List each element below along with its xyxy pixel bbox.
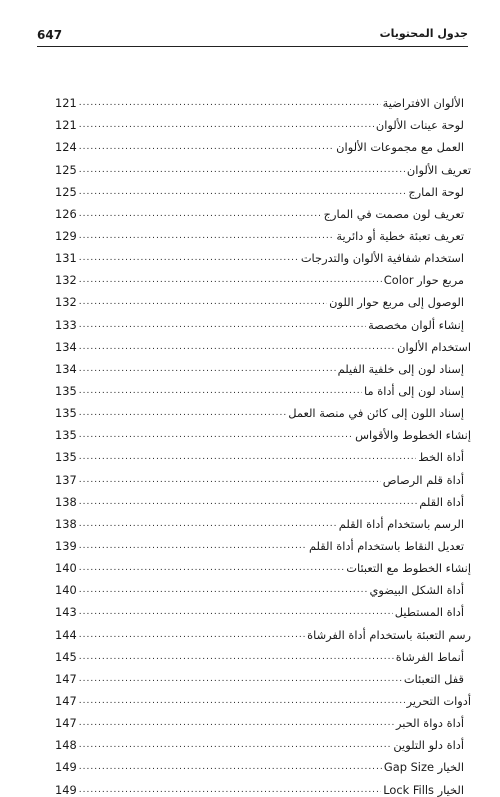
toc-entry (55, 265, 471, 287)
toc-entry-page: 149 (55, 782, 77, 797)
dot-leader (79, 387, 362, 396)
dot-leader (79, 608, 393, 617)
toc-entry-page: 131 (55, 251, 77, 266)
dot-leader (79, 631, 305, 640)
toc-entry-title: أداة القلم (419, 494, 464, 509)
toc-entry-title: أداة المستطيل (394, 605, 464, 620)
toc-entry-page: 135 (55, 383, 77, 398)
toc-entry (55, 664, 471, 686)
toc-entry-title: تعريف الألوان (406, 162, 471, 177)
toc-entry-title: الخيار Gap Size (383, 760, 464, 775)
toc-entry-title: أداة دلو التلوين (393, 738, 464, 753)
toc-entry-page: 125 (55, 184, 77, 199)
dot-leader (79, 586, 368, 595)
toc-entry-page: 121 (55, 118, 77, 133)
toc-entry (55, 154, 471, 176)
dot-leader (79, 232, 335, 241)
toc-entry (55, 708, 471, 730)
toc-entry-page: 132 (55, 295, 77, 310)
toc-entry-title: لوحة عينات الألوان (375, 118, 464, 133)
toc-entry-title: تعديل النقاط باستخدام أداة القلم (308, 538, 464, 553)
dot-leader (79, 276, 382, 285)
toc-entry-title: تعريف تعبئة خطية أو دائرية (336, 228, 464, 243)
dot-leader (79, 741, 392, 750)
toc-entry (55, 686, 471, 708)
dot-leader (79, 321, 366, 330)
dot-leader (79, 675, 402, 684)
toc-entry-title: الوصول إلى مربع حوار اللون (329, 295, 464, 310)
toc-entry (55, 619, 471, 641)
toc-entry-page: 143 (55, 605, 77, 620)
dot-leader (79, 542, 307, 551)
toc-entry-title: الرسم باستخدام أداة القلم (338, 516, 464, 531)
toc-entry (55, 487, 471, 509)
running-title: جدول المحتويات (379, 27, 468, 40)
toc-entry-title: إنشاء ألوان مخصصة (368, 317, 464, 332)
dot-leader (79, 121, 374, 130)
toc-entry (55, 199, 471, 221)
toc-entry-title: لوحة المارج (408, 184, 464, 199)
toc-entry (55, 88, 471, 110)
toc-entry-page: 135 (55, 406, 77, 421)
toc-entry (55, 642, 471, 664)
toc-entry (55, 597, 471, 619)
toc-entry-title: قفل التعبئات (403, 671, 464, 686)
toc-entry-page: 126 (55, 206, 77, 221)
dot-leader (79, 143, 334, 152)
toc-entry-title: الخيار Lock Fills (383, 782, 464, 797)
toc-entry-page: 133 (55, 317, 77, 332)
toc-entry-page: 125 (55, 162, 77, 177)
toc-entry-page: 139 (55, 538, 77, 553)
dot-leader (79, 298, 327, 307)
toc-entry (55, 752, 471, 774)
toc-entry-title: إسناد اللون إلى كائن في منصة العمل (288, 406, 464, 421)
dot-leader (79, 210, 322, 219)
page-number: 647 (37, 28, 63, 42)
toc-entry-page: 137 (55, 472, 77, 487)
toc-entry (55, 354, 471, 376)
toc-entry-page: 140 (55, 561, 77, 576)
dot-leader (79, 498, 418, 507)
toc-entry-title: رسم التعبئة باستخدام أداة الفرشاة (307, 627, 471, 642)
dot-leader (79, 786, 381, 795)
toc-entry-page: 147 (55, 671, 77, 686)
dot-leader (79, 343, 395, 352)
toc-entry-title: أداة قلم الرصاص (382, 472, 464, 487)
toc-entry-title: أداة دواة الحبر (395, 716, 464, 731)
dot-leader (79, 431, 353, 440)
dot-leader (79, 188, 407, 197)
toc-entry-page: 135 (55, 450, 77, 465)
toc-entry-page: 132 (55, 273, 77, 288)
toc-entry-page: 134 (55, 361, 77, 376)
dot-leader (79, 166, 405, 175)
toc-entry-title: إنشاء الخطوط مع التعبئات (346, 561, 471, 576)
toc-entry-title: إسناد لون إلى خلفية الفيلم (337, 361, 464, 376)
page-header (37, 18, 468, 47)
toc-entry (55, 332, 471, 354)
toc-entry (55, 509, 471, 531)
toc-entry-title: مربع حوار Color (383, 273, 464, 288)
toc-entry (55, 376, 471, 398)
toc-entry-title: أداة الخط (418, 450, 464, 465)
toc-entry (55, 221, 471, 243)
toc-entry (55, 730, 471, 752)
toc-entry-title: إسناد لون إلى أداة ما (364, 383, 464, 398)
toc-entry-page: 121 (55, 96, 77, 111)
table-of-contents (55, 88, 471, 797)
toc-entry (55, 287, 471, 309)
toc-entry (55, 398, 471, 420)
toc-entry (55, 110, 471, 132)
toc-entry-title: استخدام الألوان (397, 339, 471, 354)
dot-leader (79, 453, 416, 462)
toc-entry-page: 134 (55, 339, 77, 354)
toc-entry-title: العمل مع مجموعات الألوان (336, 140, 464, 155)
dot-leader (79, 520, 337, 529)
toc-entry (55, 177, 471, 199)
toc-entry (55, 553, 471, 575)
toc-entry-page: 129 (55, 228, 77, 243)
dot-leader (79, 564, 345, 573)
toc-entry (55, 531, 471, 553)
dot-leader (79, 697, 405, 706)
dot-leader (79, 719, 394, 728)
toc-entry (55, 774, 471, 796)
toc-entry-page: 140 (55, 583, 77, 598)
dot-leader (79, 365, 336, 374)
toc-entry-page: 149 (55, 760, 77, 775)
toc-entry (55, 464, 471, 486)
toc-entry-title: الألوان الافتراضية (382, 96, 464, 111)
dot-leader (79, 99, 381, 108)
toc-entry (55, 132, 471, 154)
toc-entry-title: إنشاء الخطوط والأقواس (355, 428, 471, 443)
dot-leader (79, 653, 394, 662)
toc-entry (55, 243, 471, 265)
toc-entry (55, 442, 471, 464)
toc-entry-page: 145 (55, 649, 77, 664)
toc-entry-page: 124 (55, 140, 77, 155)
toc-entry-page: 138 (55, 494, 77, 509)
toc-entry-title: تعريف لون مصمت في المارج (323, 206, 464, 221)
toc-entry-title: استخدام شفافية الألوان والتدرجات (300, 251, 464, 266)
toc-entry-page: 147 (55, 693, 77, 708)
toc-entry-title: أنماط الفرشاة (395, 649, 464, 664)
toc-entry-title: أدوات التحرير (406, 693, 471, 708)
dot-leader (79, 254, 299, 263)
toc-entry-page: 147 (55, 716, 77, 731)
dot-leader (79, 476, 381, 485)
toc-entry-page: 148 (55, 738, 77, 753)
toc-entry (55, 309, 471, 331)
dot-leader (79, 763, 382, 772)
toc-entry (55, 575, 471, 597)
toc-entry-page: 144 (55, 627, 77, 642)
toc-entry (55, 420, 471, 442)
toc-entry-page: 138 (55, 516, 77, 531)
toc-entry-page: 135 (55, 428, 77, 443)
toc-entry-title: أداة الشكل البيضوي (369, 583, 464, 598)
dot-leader (79, 409, 287, 418)
